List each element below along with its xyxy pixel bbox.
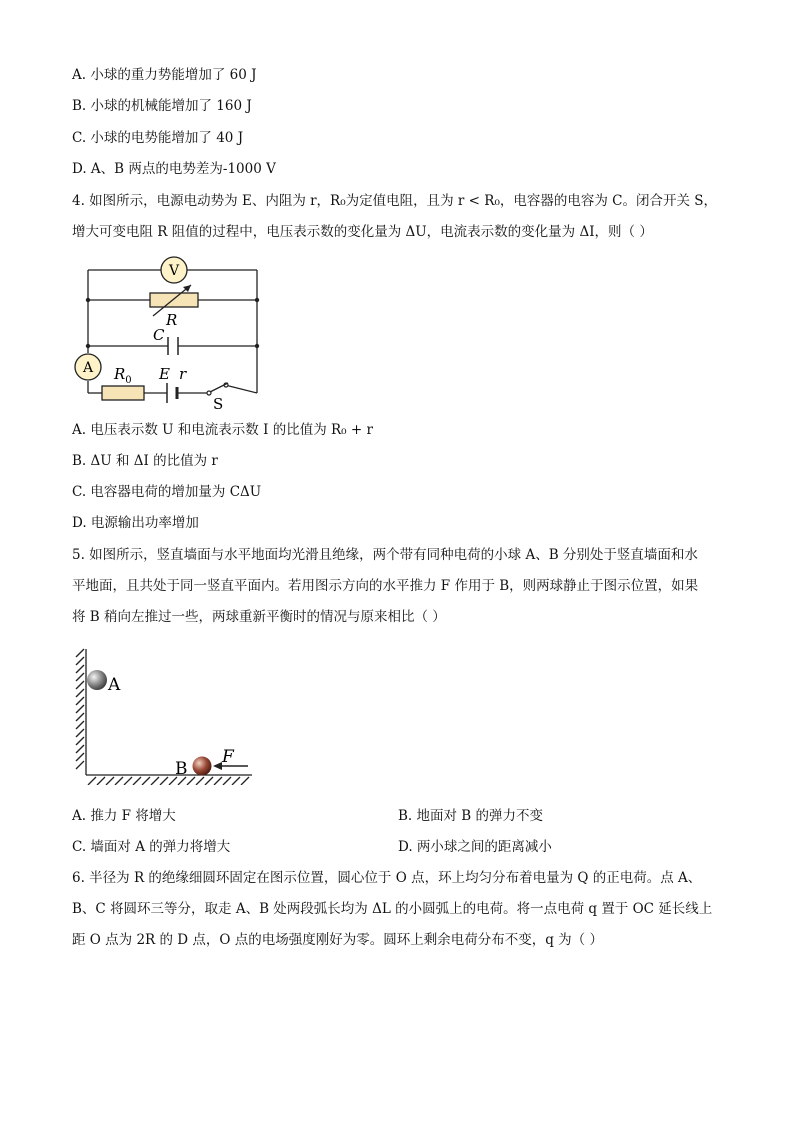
q6-stem-line3: 距 O 点为 2R 的 D 点，O 点的电场强度刚好为零。圆环上剩余电荷分布不变，q 为（ ） xyxy=(72,932,603,948)
q5-stem-line2: 平地面，且共处于同一竖直平面内。若用图示方向的水平推力 F 作用于 B，则两球静止于图示位置，如果 xyxy=(72,578,699,594)
fixed-resistor-icon xyxy=(102,386,144,400)
q6-stem-line1: 6. 半径为 R 的绝缘细圆环固定在图示位置，圆心位于 O 点，环上均匀分布着电量为 Q 的正电荷。点 A、 xyxy=(72,870,702,886)
q3-option-b: B. 小球的机械能增加了 160 J xyxy=(72,98,252,114)
q5-wall-floor-figure xyxy=(70,645,260,785)
q4-option-d: D. 电源输出功率增加 xyxy=(72,515,199,531)
label-a: A xyxy=(108,675,121,695)
battery-icon xyxy=(167,383,177,403)
ball-b-icon xyxy=(193,757,212,776)
label-r0: $R_0$ xyxy=(114,365,132,386)
ball-a-icon xyxy=(87,670,107,690)
label-e: E xyxy=(159,365,170,383)
switch-icon xyxy=(207,383,228,395)
label-s: S xyxy=(213,395,224,412)
q4-circuit-diagram xyxy=(70,252,270,412)
label-c: C xyxy=(153,326,165,344)
q4-option-a: A. 电压表示数 U 和电流表示数 I 的比值为 R₀ + r xyxy=(72,422,373,438)
label-b: B xyxy=(175,759,188,779)
svg-text:A: A xyxy=(82,360,94,376)
q4-option-c: C. 电容器电荷的增加量为 CΔU xyxy=(72,484,262,500)
q5-option-d: D. 两小球之间的距离减小 xyxy=(398,839,552,855)
q3-option-c: C. 小球的电势能增加了 40 J xyxy=(72,130,244,146)
q5-stem-line1: 5. 如图所示，竖直墙面与水平地面均光滑且绝缘，两个带有同种电荷的小球 A、B 分别处于竖直墙面和水 xyxy=(72,547,698,563)
label-r: R xyxy=(166,311,178,329)
voltmeter-icon xyxy=(161,257,187,283)
q5-option-a: A. 推力 F 将增大 xyxy=(72,808,176,824)
q5-option-c: C. 墙面对 A 的弹力将增大 xyxy=(72,839,231,855)
capacitor-icon xyxy=(168,337,178,355)
q3-option-a: A. 小球的重力势能增加了 60 J xyxy=(72,67,257,83)
floor-hatching xyxy=(86,775,252,785)
svg-text:V: V xyxy=(168,263,180,279)
q6-stem-line2: B、C 将圆环三等分，取走 A、B 处两段弧长均为 ΔL 的小圆弧上的电荷。将一点电荷 q 置于 OC 延长线上 xyxy=(72,901,713,917)
q4-stem-line1: 4. 如图所示，电源电动势为 E、内阻为 r，R₀为定值电阻，且为 r < R₀，电容器的电容为 C。闭合开关 S， xyxy=(72,193,718,209)
q5-option-b: B. 地面对 B 的弹力不变 xyxy=(398,808,544,824)
label-internal-r: r xyxy=(179,365,187,383)
label-f: F xyxy=(222,747,234,767)
q4-option-b: B. ΔU 和 ΔI 的比值为 r xyxy=(72,453,218,469)
q4-stem-line2: 增大可变电阻 R 阻值的过程中，电压表示数的变化量为 ΔU，电流表示数的变化量为 ΔI，则（ ） xyxy=(72,224,653,240)
ammeter-icon xyxy=(75,354,101,380)
q5-stem-line3: 将 B 稍向左推过一些，两球重新平衡时的情况与原来相比（ ） xyxy=(72,609,446,625)
wall-hatching xyxy=(76,649,86,775)
q3-option-d: D. A、B 两点的电势差为-1000 V xyxy=(72,161,276,177)
